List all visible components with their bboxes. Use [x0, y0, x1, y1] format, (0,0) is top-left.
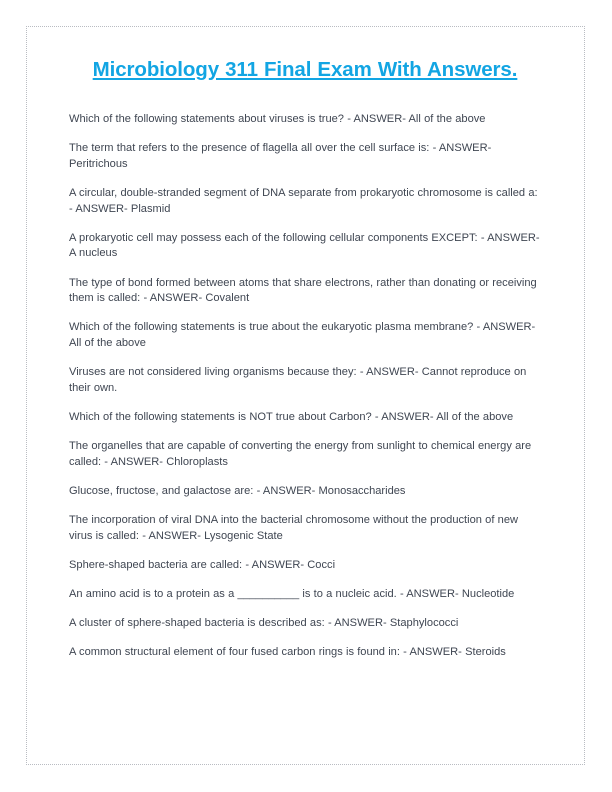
qa-item: Which of the following statements about viruses is true? - ANSWER- All of the above — [69, 113, 486, 125]
qa-item: A cluster of sphere-shaped bacteria is described as: - ANSWER- Staphylococci — [69, 617, 459, 630]
page-title: Microbiology 311 Final Exam With Answers. — [92, 58, 518, 81]
qa-item: The type of bond formed between atoms that share electrons, rather than donating or receiving them is called: - ANSWER- Covalent — [69, 276, 537, 305]
qa-item: Sphere-shaped bacteria are called: - ANSWER- Cocci — [69, 558, 336, 571]
question-answer-list — [69, 112, 541, 661]
qa-item: Viruses are not considered living organisms because they: - ANSWER- Cannot reproduce on their own. — [69, 366, 527, 394]
document-content — [69, 56, 541, 661]
qa-item: The incorporation of viral DNA into the bacterial chromosome without the production of new virus is called: - ANSWER- Lysogenic State — [69, 514, 519, 542]
qa-item: Which of the following statements is NOT true about Carbon? - ANSWER- All of the above — [69, 410, 514, 423]
qa-item: An amino acid is to a protein as a __________ is to a nucleic acid. - ANSWER- Nucleotide — [69, 588, 515, 600]
qa-item: Glucose, fructose, and galactose are: - ANSWER- Monosaccharides — [69, 484, 406, 497]
qa-item: The term that refers to the presence of flagella all over the cell surface is: - ANSWER- Peritrichous — [69, 142, 492, 170]
qa-item: Which of the following statements is true about the eukaryotic plasma membrane? - ANSWER- All of the above — [69, 321, 536, 349]
qa-item: A common structural element of four fused carbon rings is found in: - ANSWER- Steroids — [69, 646, 506, 659]
qa-item: A circular, double-stranded segment of DNA separate from prokaryotic chromosome is called a: - ANSWER- Plasmid — [69, 186, 538, 215]
qa-item: A prokaryotic cell may possess each of the following cellular components EXCEPT: - ANSWER- A nucleus — [69, 231, 540, 260]
qa-item: The organelles that are capable of converting the energy from sunlight to chemical energy are called: - ANSWER- Chloroplasts — [69, 440, 532, 468]
